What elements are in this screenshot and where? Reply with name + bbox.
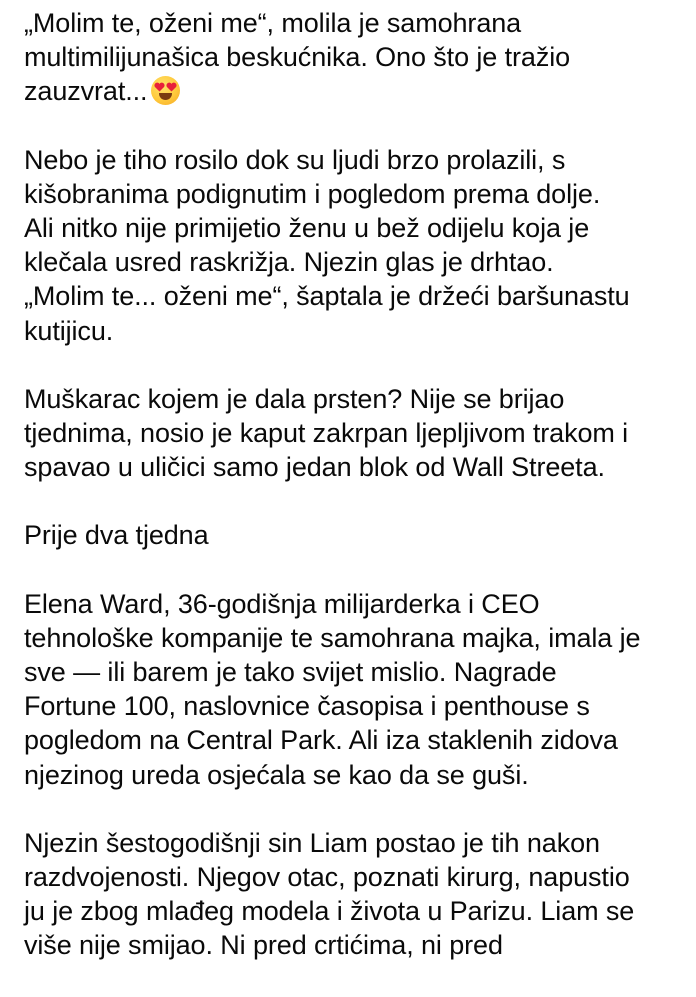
text-line: Ali nitko nije primijetio ženu u bež odijelu koja je xyxy=(24,213,590,244)
text-line-content: zauzvrat... xyxy=(24,76,148,107)
text-line: pogledom na Central Park. Ali iza staklenih zidova xyxy=(24,725,618,756)
text-line: više nije smijao. Ni pred crtićima, ni pred xyxy=(24,930,503,961)
paragraph-rain xyxy=(24,143,684,348)
text-line: kutijicu. xyxy=(24,315,114,346)
text-line xyxy=(24,74,684,108)
text-line: tehnološke kompanije te samohrana majka, imala je xyxy=(24,622,641,653)
text-line: Elena Ward, 36-godišnja milijarderka i CEO xyxy=(24,588,540,619)
text-line: multimilijunašica beskućnika. Ono što je tražio xyxy=(24,42,571,73)
text-line: tjednima, nosio je kaput zakrpan ljepljivom trakom i xyxy=(24,418,629,449)
text-line: njezinog ureda osjećala se kao da se guši. xyxy=(24,759,529,790)
text-line: Prije dva tjedna xyxy=(24,520,209,551)
post-text xyxy=(24,6,684,997)
text-line: Nebo je tiho rosilo dok su ljudi brzo prolazili, s xyxy=(24,144,566,175)
text-line: ju je zbog mlađeg modela i života u Parizu. Liam se xyxy=(24,896,635,927)
text-line: Muškarac kojem je dala prsten? Nije se brijao xyxy=(24,383,565,414)
text-line: sve — ili barem je tako svijet mislio. Nagrade xyxy=(24,657,557,688)
heart-eye-right xyxy=(166,82,177,92)
text-line: Fortune 100, naslovnice časopisa i penthouse s xyxy=(24,691,590,722)
heart-eyes-emoji-icon xyxy=(151,76,180,105)
paragraph-man xyxy=(24,382,684,485)
emoji-mouth xyxy=(159,93,172,100)
text-line: razdvojenosti. Njegov otac, poznati kirurg, napustio xyxy=(24,862,630,893)
text-line: spavao u uličici samo jedan blok od Wall Streeta. xyxy=(24,452,605,483)
paragraph-elena xyxy=(24,587,684,792)
text-line: „Molim te... oženi me“, šaptala je držeći baršunastu xyxy=(24,281,630,312)
paragraph-liam xyxy=(24,826,684,963)
text-line: kišobranima podignutim i pogledom prema dolje. xyxy=(24,178,601,209)
text-line: „Molim te, oženi me“, molila je samohrana xyxy=(24,8,522,38)
paragraph-intro xyxy=(24,6,684,109)
heart-eye-left xyxy=(154,82,165,92)
paragraph-flashback-heading xyxy=(24,518,684,552)
text-line: Njezin šestogodišnji sin Liam postao je tih nakon xyxy=(24,827,600,858)
text-line: klečala usred raskrižja. Njezin glas je drhtao. xyxy=(24,247,554,278)
